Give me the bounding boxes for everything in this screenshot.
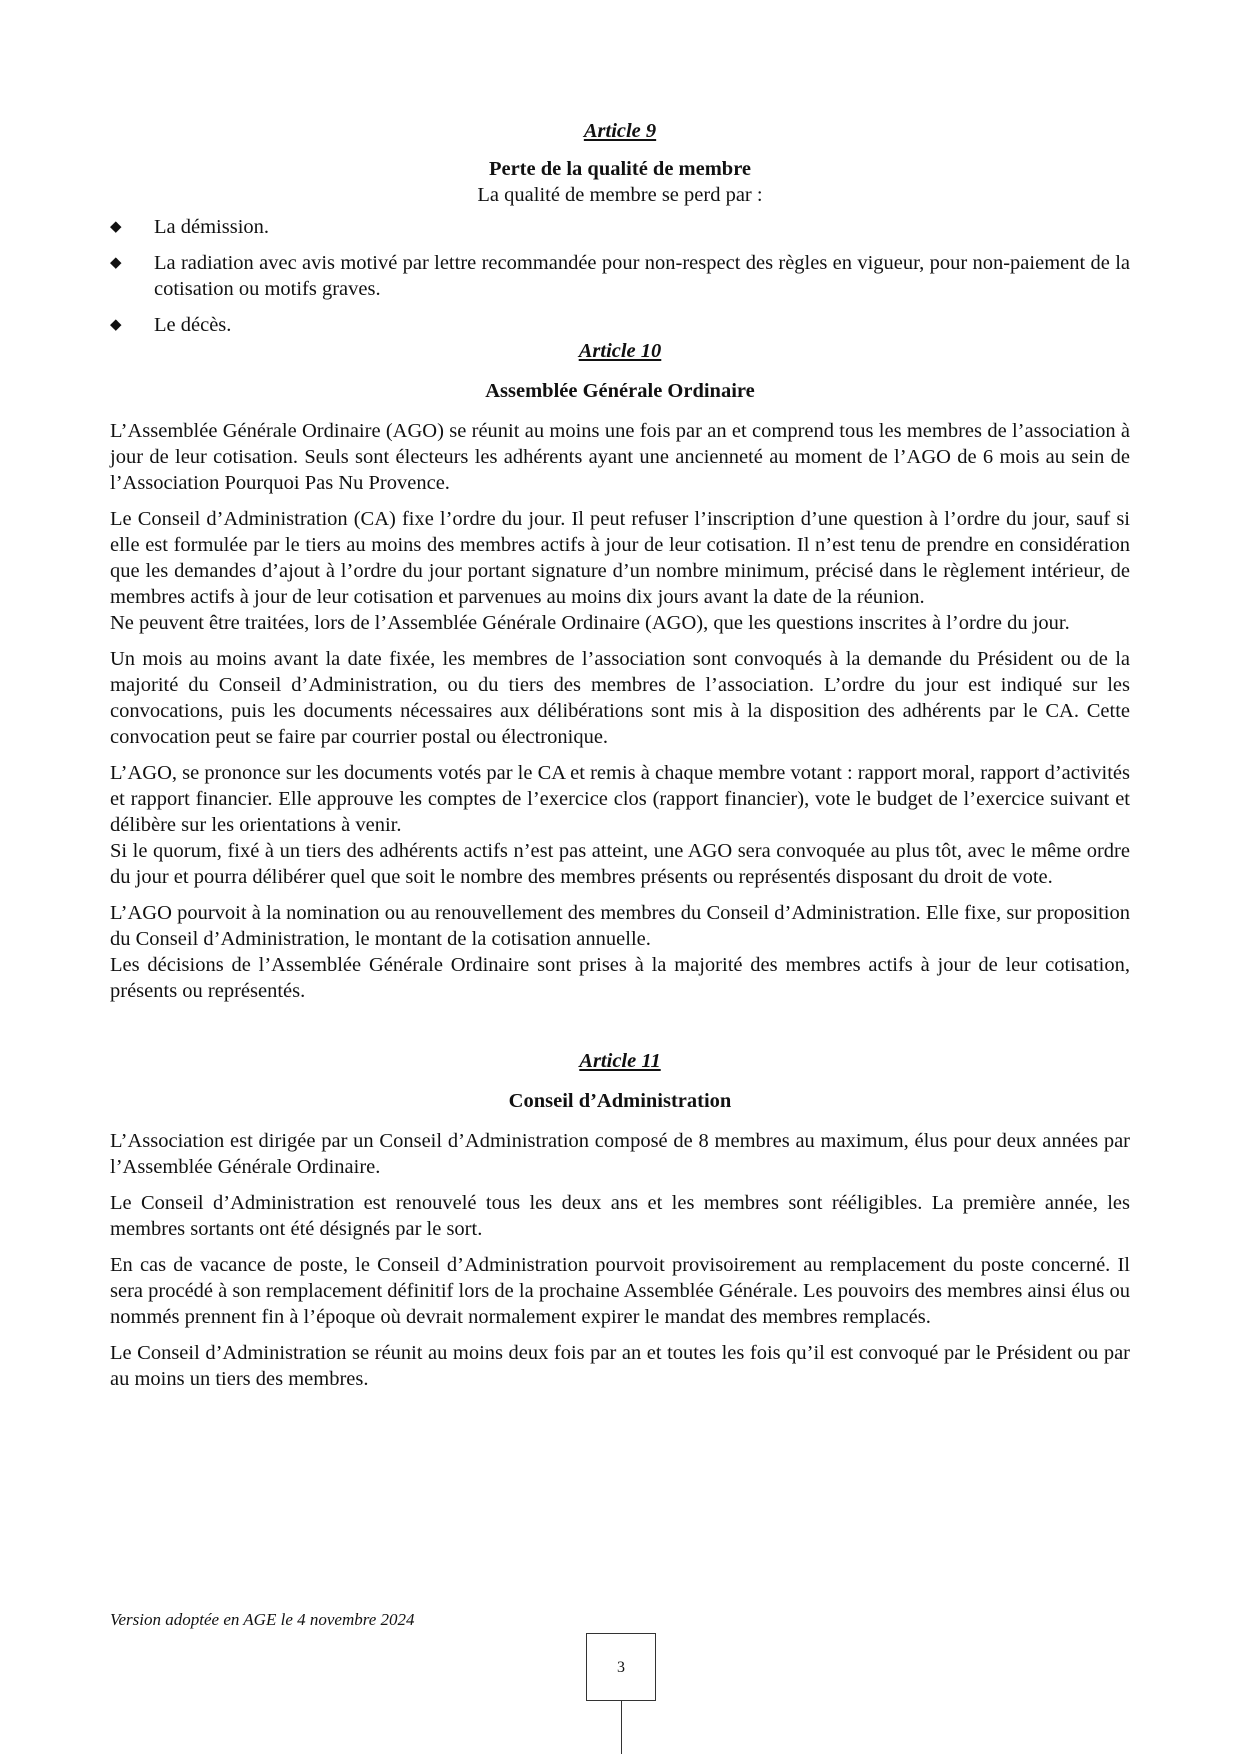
diamond-bullet-icon: ◆ (110, 219, 122, 235)
paragraph: Le Conseil d’Administration (CA) fixe l’ordre du jour. Il peut refuser l’inscription d’une question à l’ordre du jour, sauf si elle est formulée par le tiers au moins des membres actifs à jour de leur cotisation. Il n’est tenu de prendre en considération que les demandes d’ajout à l’ordre du jour portant signature d’un nombre minimum, précisé dans le règlement intérieur, de membres actifs à jour de leur cotisation et parvenues au moins dix jours avant la date de la réunion. (110, 508, 1130, 608)
paragraph: Ne peuvent être traitées, lors de l’Assemblée Générale Ordinaire (AGO), que les questions inscrites à l’ordre du jour. (110, 612, 1070, 634)
article-9-title: Article 9 (583, 120, 657, 142)
paragraph: En cas de vacance de poste, le Conseil d’Administration pourvoit provisoirement au remplacement du poste concerné. Il sera procédé à son remplacement définitif lors de la prochaine Assemblée Générale. Les pouvoirs des membres ainsi élus ou nommés prennent fin à l’époque où devrait normalement expirer le mandat des membres remplacés. (110, 1254, 1130, 1328)
paragraph: Si le quorum, fixé à un tiers des adhérents actifs n’est pas atteint, une AGO sera convoquée au plus tôt, avec le même ordre du jour et pourra délibérer quel que soit le nombre des membres présents ou représentés disposant du droit de vote. (110, 840, 1130, 888)
paragraph: Les décisions de l’Assemblée Générale Ordinaire sont prises à la majorité des membres actifs à jour de leur cotisation, présents ou représentés. (110, 954, 1130, 1002)
list-item-text: Le décès. (154, 314, 232, 336)
article-11 (110, 1048, 1130, 1392)
article-9-intro: La qualité de membre se perd par : (477, 184, 763, 206)
page-number: 3 (586, 1633, 656, 1701)
paragraph: Le Conseil d’Administration se réunit au moins deux fois par an et toutes les fois qu’il est convoqué par le Président ou par au moins un tiers des membres. (110, 1342, 1130, 1390)
page-content (110, 118, 1130, 1402)
article-10-title: Article 10 (578, 340, 662, 362)
article-9-heading: Perte de la qualité de membre (488, 158, 752, 180)
list-item (110, 214, 1130, 240)
diamond-bullet-icon: ◆ (110, 255, 122, 271)
article-9 (110, 118, 1130, 338)
article-11-heading: Conseil d’Administration (508, 1090, 732, 1112)
paragraph: L’AGO, se prononce sur les documents votés par le CA et remis à chaque membre votant : rapport moral, rapport d’activités et rapport financier. Elle approuve les comptes de l’exercice clos (rapport financier), vote le budget de l’exercice suivant et délibère sur les orientations à venir. (110, 762, 1130, 836)
article-9-list (110, 214, 1130, 338)
article-10-heading: Assemblée Générale Ordinaire (485, 380, 755, 402)
footer-version-text: Version adoptée en AGE le 4 novembre 2024 (110, 1610, 415, 1629)
paragraph: L’Association est dirigée par un Conseil d’Administration composé de 8 membres au maximum, élus pour deux années par l’Assemblée Générale Ordinaire. (110, 1130, 1130, 1178)
article-10 (110, 338, 1130, 1004)
list-item-text: La radiation avec avis motivé par lettre recommandée pour non-respect des règles en vigueur, pour non-paiement de la cotisation ou motifs graves. (154, 252, 1130, 300)
page-number-connector (621, 1701, 622, 1754)
paragraph: L’Assemblée Générale Ordinaire (AGO) se réunit au moins une fois par an et comprend tous les membres de l’association à jour de leur cotisation. Seuls sont électeurs les adhérents ayant une ancienneté au moment de l’AGO de 6 mois au sein de l’Association Pourquoi Pas Nu Provence. (110, 420, 1130, 494)
paragraph: L’AGO pourvoit à la nomination ou au renouvellement des membres du Conseil d’Administration. Elle fixe, sur proposition du Conseil d’Administration, le montant de la cotisation annuelle. (110, 902, 1130, 950)
paragraph: Le Conseil d’Administration est renouvelé tous les deux ans et les membres sont rééligibles. La première année, les membres sortants ont été désignés par le sort. (110, 1192, 1130, 1240)
list-item (110, 250, 1130, 302)
list-item-text: La démission. (154, 216, 270, 238)
diamond-bullet-icon: ◆ (110, 317, 122, 333)
paragraph: Un mois au moins avant la date fixée, les membres de l’association sont convoqués à la demande du Président ou de la majorité du Conseil d’Administration, ou du tiers des membres de l’association. L’ordre du jour est indiqué sur les convocations, puis les documents nécessaires aux délibérations sont mis à la disposition des adhérents par le CA. Cette convocation peut se faire par courrier postal ou électronique. (110, 648, 1130, 748)
list-item (110, 312, 1130, 338)
article-11-title: Article 11 (579, 1050, 661, 1072)
